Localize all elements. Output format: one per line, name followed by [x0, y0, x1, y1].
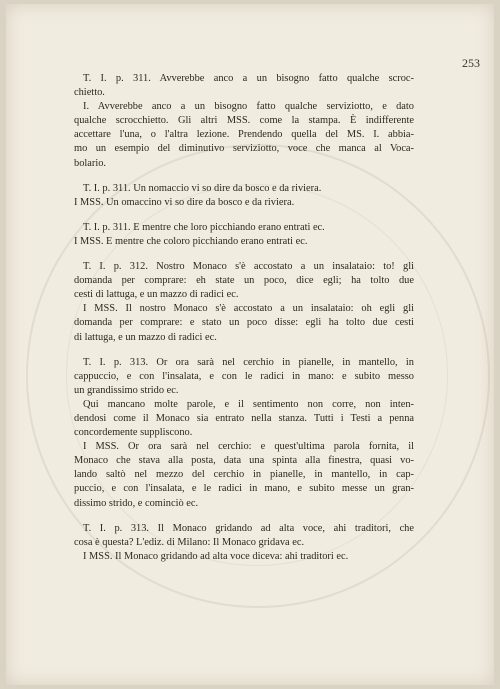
- text-line: I MSS. Il Monaco gridando ad alta voce diceva: ahi traditori ec.: [83, 550, 349, 562]
- text-line: T. I. p. 313. Il Monaco gridando ad alta voce, ahi traditori, che: [83, 522, 414, 534]
- page-number: 253: [462, 56, 480, 70]
- text-line: dissimo strido, e cominciò ec.: [74, 497, 199, 509]
- text-line: qualche scrocchietto. Gli altri MSS. come la stampa. È indifferente: [74, 115, 414, 127]
- text-line: I MSS. Un omaccino vi so dire da bosco e da riviera.: [74, 196, 295, 208]
- paragraph-gap: [74, 171, 414, 182]
- text-line: T. I. p. 311. Avverebbe anco a un bisogno fatto qualche scroc-: [83, 73, 414, 84]
- text-line: cappuccio, e con l'insalata, e con le radici in mano: e subito messo: [74, 370, 414, 382]
- paragraph: [74, 398, 414, 440]
- paragraph: [74, 440, 414, 510]
- text-line: T. I. p. 311. Un nomaccio vi so dire da bosco e da riviera.: [83, 182, 322, 194]
- text-line: I MSS. Il nostro Monaco s'è accostato a un insalataio: oh egli gli: [83, 303, 414, 315]
- text-line: T. I. p. 312. Nostro Monaco s'è accostato a un insalataio: to! gli: [83, 261, 414, 273]
- paragraph: [74, 182, 414, 210]
- text-line: I MSS. Or ora sarà nel cerchio: e quest'ultima parola fornita, il: [83, 441, 414, 453]
- paragraph: [74, 100, 414, 170]
- text-line: domanda per comprare: e stato un poco disse: egli ha tolto due cesti: [74, 317, 414, 329]
- text-line: concordemente suppliscono.: [74, 427, 193, 439]
- text-line: T. I. p. 311. E mentre che loro picchiando erano entrati ec.: [83, 221, 325, 233]
- text-line: I. Avverebbe anco a un bisogno fatto qualche serviziotto, e dato: [83, 101, 414, 113]
- document-page: [6, 4, 494, 685]
- paragraph-gap: [74, 511, 414, 522]
- text-line: chietto.: [74, 87, 105, 99]
- text-line: Monaco che stava alla posta, data una spinta alla finestra, quasi vo-: [74, 455, 414, 467]
- text-line: cesti di lattuga, e un mazzo di radici ec.: [74, 289, 239, 301]
- paragraph: [74, 221, 414, 249]
- text-line: di lattuga, e un mazzo di radici ec.: [74, 331, 217, 343]
- paragraph: [74, 72, 414, 100]
- paragraph-gap: [74, 210, 414, 221]
- text-line: T. I. p. 313. Or ora sarà nel cerchio in pianelle, in mantello, in: [83, 356, 414, 368]
- text-line: lando saltò nel mezzo del cerchio in pianelle, in mantello, in cap-: [74, 469, 414, 481]
- paragraph: [74, 260, 414, 302]
- text-line: bolario.: [74, 157, 107, 169]
- text-line: I MSS. E mentre che coloro picchiando erano entrati ec.: [74, 235, 308, 247]
- paragraph-gap: [74, 345, 414, 356]
- paragraph-gap: [74, 249, 414, 260]
- text-line: puccio, e con l'insalata, e le radici in mano, e subito messe un gran-: [74, 483, 414, 495]
- paragraph: [74, 550, 414, 564]
- text-line: accettare l'una, o l'altra lezione. Prendendo quella del MS. I. abbia-: [74, 129, 414, 141]
- text-line: domanda per comprare: eh state un poco, dice egli; ha tolto due: [74, 275, 414, 287]
- text-line: mo un esempio del diminutivo serviziotto, voce che manca al Voca-: [74, 143, 414, 155]
- text-line: cosa è questa? L'ediz. di Milano: Il Monaco gridava ec.: [74, 536, 305, 548]
- text-line: dendosi come il Monaco sia entrato nella stanza. Tutti i Testi a penna: [74, 412, 414, 424]
- paragraph: [74, 356, 414, 398]
- body-text: [74, 72, 414, 564]
- paragraph: [74, 522, 414, 550]
- paragraph: [74, 302, 414, 344]
- text-line: Qui mancano molte parole, e il sentimento non corre, non inten-: [83, 398, 414, 410]
- text-line: un grandissimo strido ec.: [74, 384, 179, 396]
